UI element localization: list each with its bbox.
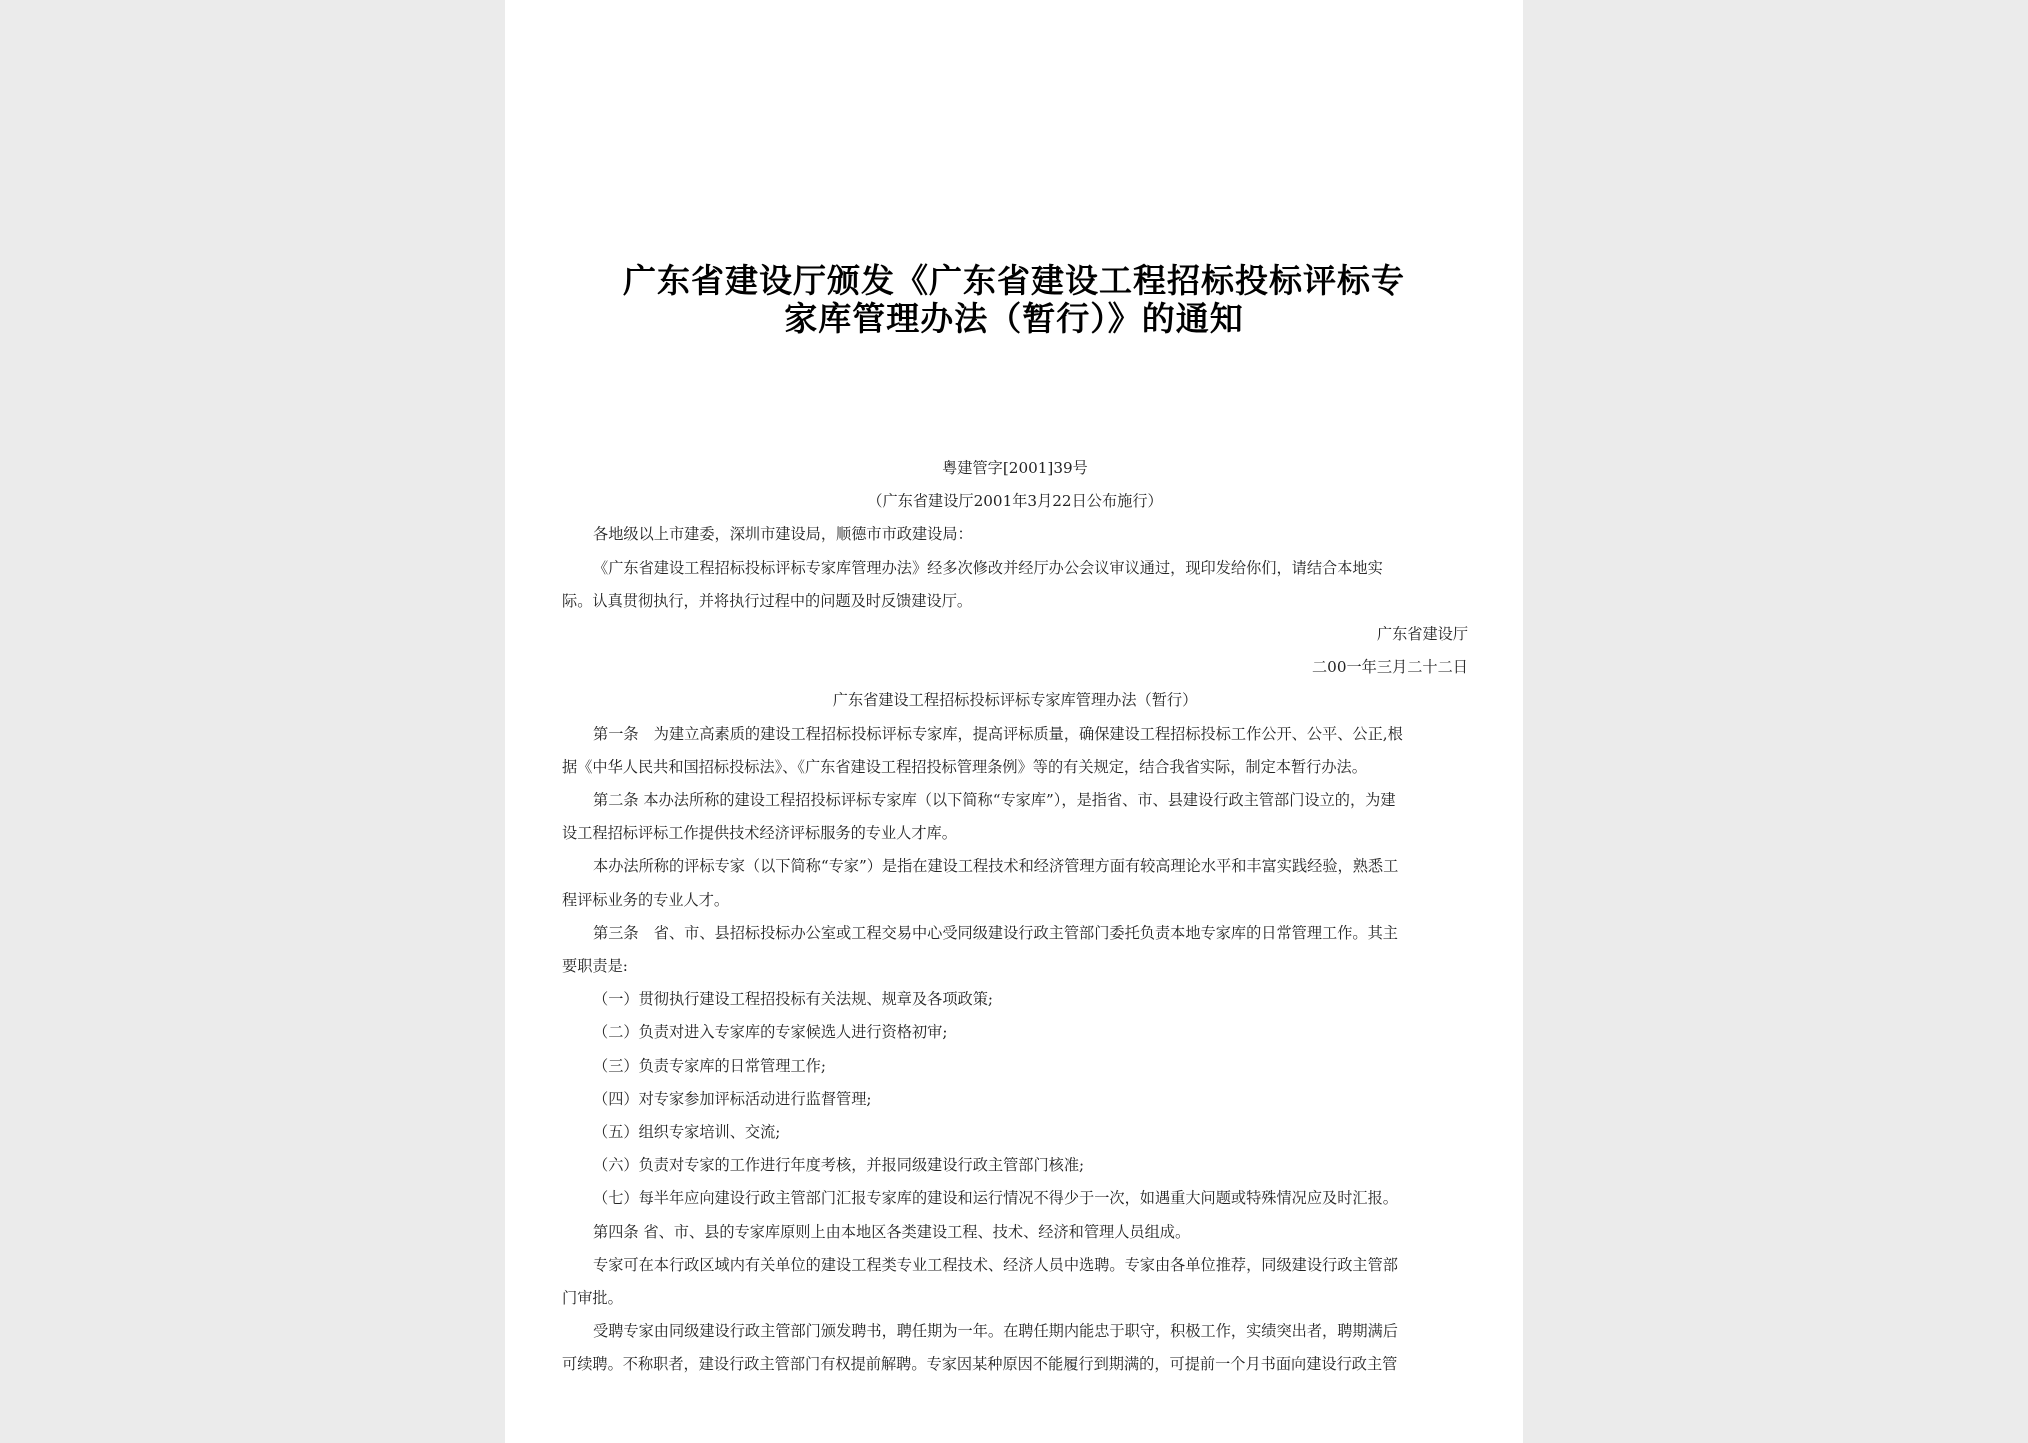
title-line-1: 广东省建设厅颁发《广东省建设工程招标投标评标专 — [623, 261, 1405, 300]
article4c-line-2: 可续聘。不称职者，建设行政主管部门有权提前解聘。专家因某种原因不能履行到期满的，可提前一个月书面向建设行政主管 — [562, 1355, 1398, 1374]
article2b-line-2: 程评标业务的专业人才。 — [562, 890, 730, 909]
addressees: 各地级以上市建委，深圳市建设局，顺德市市政建设局： — [593, 525, 973, 544]
publish-note: （广东省建设厅2001年3月22日公布施行） — [867, 492, 1163, 511]
article2-line-1: 第二条 本办法所称的建设工程招投标评标专家库（以下简称“专家库”），是指省、市、县建设行政主管部门设立的，为建 — [593, 791, 1396, 810]
duty-item: （二）负责对进入专家库的专家候选人进行资格初审; — [593, 1023, 948, 1042]
article4c-line-1: 受聘专家由同级建设行政主管部门颁发聘书，聘任期为一年。在聘任期内能忠于职守，积极工作，实绩突出者，聘期满后 — [593, 1322, 1398, 1341]
article4b-line-2: 门审批。 — [562, 1289, 623, 1308]
signature: 广东省建设厅 — [1376, 625, 1468, 644]
duty-item: （七）每半年应向建设行政主管部门汇报专家库的建设和运行情况不得少于一次，如遇重大问题或特殊情况应及时汇报。 — [593, 1189, 1398, 1208]
subtitle: 广东省建设工程招标投标评标专家库管理办法（暂行） — [832, 691, 1198, 710]
article2-line-2: 设工程招标评标工作提供技术经济评标服务的专业人才库。 — [562, 824, 957, 843]
duty-item: （四）对专家参加评标活动进行监督管理; — [593, 1089, 872, 1108]
article3-line-1: 第三条 省、市、县招标投标办公室或工程交易中心受同级建设行政主管部门委托负责本地专家库的日常管理工作。其主 — [593, 923, 1398, 942]
issue-date: 二00一年三月二十二日 — [1311, 658, 1468, 677]
duty-item: （一）贯彻执行建设工程招投标有关法规、规章及各项政策; — [593, 990, 993, 1009]
duty-item: （三）负责专家库的日常管理工作; — [593, 1056, 826, 1075]
article3-line-2: 要职责是: — [562, 957, 628, 976]
article2b-line-1: 本办法所称的评标专家（以下简称“专家”）是指在建设工程技术和经济管理方面有较高理论水平和丰富实践经验，熟悉工 — [593, 857, 1399, 876]
doc-number: 粤建管字[2001]39号 — [942, 459, 1088, 477]
document-page — [505, 0, 1523, 1443]
article4b-line-1: 专家可在本行政区域内有关单位的建设工程类专业工程技术、经济人员中选聘。专家由各单位推荐，同级建设行政主管部 — [593, 1255, 1398, 1274]
title-line-2: 家库管理办法（暂行）》的通知 — [784, 299, 1244, 338]
document-body — [562, 452, 1468, 1382]
article1-line-2: 据《中华人民共和国招标投标法》、《广东省建设工程招投标管理条例》等的有关规定，结合我省实际，制定本暂行办法。 — [562, 757, 1367, 776]
intro-line-2: 际。认真贯彻执行，并将执行过程中的问题及时反馈建设厅。 — [562, 591, 973, 610]
article1-line-1: 第一条 为建立高素质的建设工程招标投标评标专家库，提高评标质量，确保建设工程招标投标工作公开、公平、公正,根 — [593, 724, 1403, 743]
duty-item: （六）负责对专家的工作进行年度考核，并报同级建设行政主管部门核准; — [593, 1156, 1085, 1175]
article4: 第四条 省、市、县的专家库原则上由本地区各类建设工程、技术、经济和管理人员组成。 — [593, 1222, 1191, 1241]
duty-item: （五）组织专家培训、交流; — [593, 1123, 781, 1142]
intro-line-1: 《广东省建设工程招标投标评标专家库管理办法》经多次修改并经厅办公会议审议通过，现印发给你们，请结合本地实 — [593, 558, 1383, 577]
document-title — [505, 262, 1523, 338]
